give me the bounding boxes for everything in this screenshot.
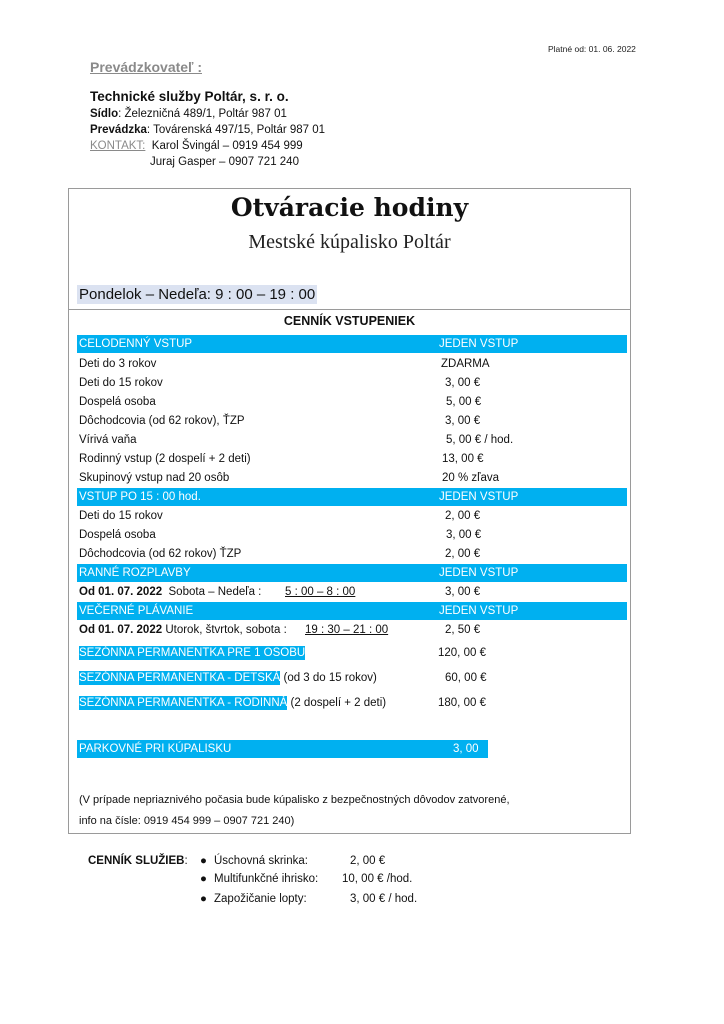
price-row <box>77 526 627 544</box>
price-row <box>77 545 627 563</box>
seat-address <box>90 108 287 120</box>
row-name: Rodinný vstup (2 dospelí + 2 deti) <box>79 453 251 465</box>
price-row <box>77 355 627 373</box>
row-value: 3, 00 € <box>446 529 482 541</box>
operator-label: Prevádzkovateľ : <box>90 59 202 75</box>
morning-date: Od 01. 07. 2022 <box>79 586 163 598</box>
price-row <box>77 507 627 525</box>
season-pass-label: SEZÓNNA PERMANENTKA - RODINNÁ <box>79 697 288 709</box>
service-item <box>200 873 413 885</box>
morning-days: Sobota – Nedeľa : <box>168 586 262 598</box>
operation-address <box>90 124 325 136</box>
row-name: Dôchodcovia (od 62 rokov), ŤZP <box>79 415 245 427</box>
season-pass-row <box>77 694 627 712</box>
valid-from-date: Platné od: 01. 06. 2022 <box>548 44 636 54</box>
row-value: 3, 00 € <box>445 415 481 427</box>
seat-label: Sídlo <box>90 108 119 120</box>
row-value: 5, 00 € <box>446 396 482 408</box>
section-label: CELODENNÝ VSTUP <box>79 338 193 350</box>
price-row <box>77 450 627 468</box>
price-row <box>77 393 627 411</box>
service-name: Multifunkčné ihrisko: <box>214 873 319 885</box>
season-pass-value: 180, 00 € <box>438 697 486 709</box>
contact-1: Karol Švingál – 0919 454 999 <box>151 140 303 152</box>
row-name: Deti do 3 rokov <box>79 358 157 370</box>
service-item <box>200 855 386 867</box>
row-name: Dospelá osoba <box>79 529 156 541</box>
section-label: VSTUP PO 15 : 00 hod. <box>79 491 201 503</box>
bullet-icon: ● <box>200 855 207 867</box>
service-name: Zapožičanie lopty: <box>214 893 307 905</box>
seat-value: : Železničná 489/1, Poltár 987 01 <box>118 108 287 120</box>
services-label <box>88 855 188 867</box>
row-name: Deti do 15 rokov <box>79 510 163 522</box>
evening-days: Utorok, štvrtok, sobota : <box>165 624 287 636</box>
evening-date: Od 01. 07. 2022 <box>79 624 163 636</box>
contact-label: KONTAKT: <box>90 140 146 152</box>
season-pass-value: 120, 00 € <box>438 647 486 659</box>
bullet-icon: ● <box>200 893 207 905</box>
row-value: 5, 00 € / hod. <box>446 434 514 446</box>
section-col: JEDEN VSTUP <box>439 605 519 617</box>
row-value: 3, 00 € <box>445 377 481 389</box>
row-value: 2, 00 € <box>445 510 481 522</box>
operation-value: : Továrenská 497/15, Poltár 987 01 <box>146 124 326 136</box>
section-header-evening <box>77 602 627 620</box>
contact-2: Juraj Gasper – 0907 721 240 <box>150 156 299 168</box>
weather-note-2: info na čísle: 0919 454 999 – 0907 721 240) <box>79 815 295 827</box>
evening-row <box>77 621 627 639</box>
parking-value: 3, 00 € <box>453 743 479 773</box>
opening-hours-box <box>68 188 631 834</box>
row-value: 20 % zľava <box>442 472 500 484</box>
row-name: Vírivá vaňa <box>79 434 137 446</box>
section-header-full-day <box>77 335 627 353</box>
morning-row <box>77 583 627 601</box>
price-row <box>77 431 627 449</box>
section-label: RANNÉ ROZPLAVBY <box>79 567 191 579</box>
section-header-after-15 <box>77 488 627 506</box>
parking-row <box>77 740 488 773</box>
service-value: 10, 00 € /hod. <box>342 873 413 885</box>
page-subtitle: Mestské kúpalisko Poltár <box>248 231 451 253</box>
section-col: JEDEN VSTUP <box>439 338 519 350</box>
service-name: Úschovná skrinka: <box>214 855 308 867</box>
section-col: JEDEN VSTUP <box>439 567 519 579</box>
contact-row <box>90 140 303 152</box>
divider <box>69 309 630 310</box>
services-colon: : <box>184 855 188 867</box>
row-name: Dospelá osoba <box>79 396 156 408</box>
price-row <box>77 412 627 430</box>
evening-time: 19 : 30 – 21 : 00 <box>305 624 389 636</box>
morning-value: 3, 00 € <box>445 586 481 598</box>
row-name: Deti do 15 rokov <box>79 377 163 389</box>
row-value: 13, 00 € <box>442 453 484 465</box>
price-row <box>77 469 627 487</box>
morning-time: 5 : 00 – 8 : 00 <box>285 586 356 598</box>
season-pass-label: SEZÓNNA PERMANENTKA - DETSKÁ <box>79 672 281 684</box>
season-pass-extra: (od 3 do 15 rokov) <box>280 672 377 684</box>
service-value: 3, 00 € / hod. <box>350 893 418 905</box>
opening-hours: Pondelok – Nedeľa: 9 : 00 – 19 : 00 <box>79 286 316 303</box>
service-item <box>200 893 418 905</box>
section-label: VEČERNÉ PLÁVANIE <box>79 605 194 617</box>
season-pass-row <box>77 669 627 687</box>
services-label-text: CENNÍK SLUŽIEB <box>88 855 185 867</box>
page-title: Otváracie hodiny <box>230 193 469 222</box>
parking-label: PARKOVNÉ PRI KÚPALISKU <box>79 743 232 755</box>
service-value: 2, 00 € <box>350 855 386 867</box>
evening-value: 2, 50 € <box>445 624 481 636</box>
weather-note-1: (V prípade nepriaznivého počasia bude kúpalisko z bezpečnostných dôvodov zatvorené, <box>79 794 510 806</box>
row-value: ZDARMA <box>441 358 490 370</box>
season-pass-label: SEZÓNNA PERMANENTKA PRE 1 OSOBU <box>79 647 306 659</box>
season-pass-value: 60, 00 € <box>445 672 487 684</box>
company-name: Technické služby Poltár, s. r. o. <box>90 89 289 104</box>
price-row <box>77 374 627 392</box>
season-pass-extra: (2 dospelí + 2 deti) <box>287 697 387 709</box>
season-pass-row <box>77 644 627 662</box>
operation-label: Prevádzka <box>90 124 147 136</box>
section-header-morning <box>77 564 627 582</box>
row-value: 2, 00 € <box>445 548 481 560</box>
row-name: Dôchodcovia (od 62 rokov) ŤZP <box>79 548 242 560</box>
bullet-icon: ● <box>200 873 207 885</box>
row-name: Skupinový vstup nad 20 osôb <box>79 472 230 484</box>
section-col: JEDEN VSTUP <box>439 491 519 503</box>
price-list-title: CENNÍK VSTUPENIEK <box>283 314 416 328</box>
